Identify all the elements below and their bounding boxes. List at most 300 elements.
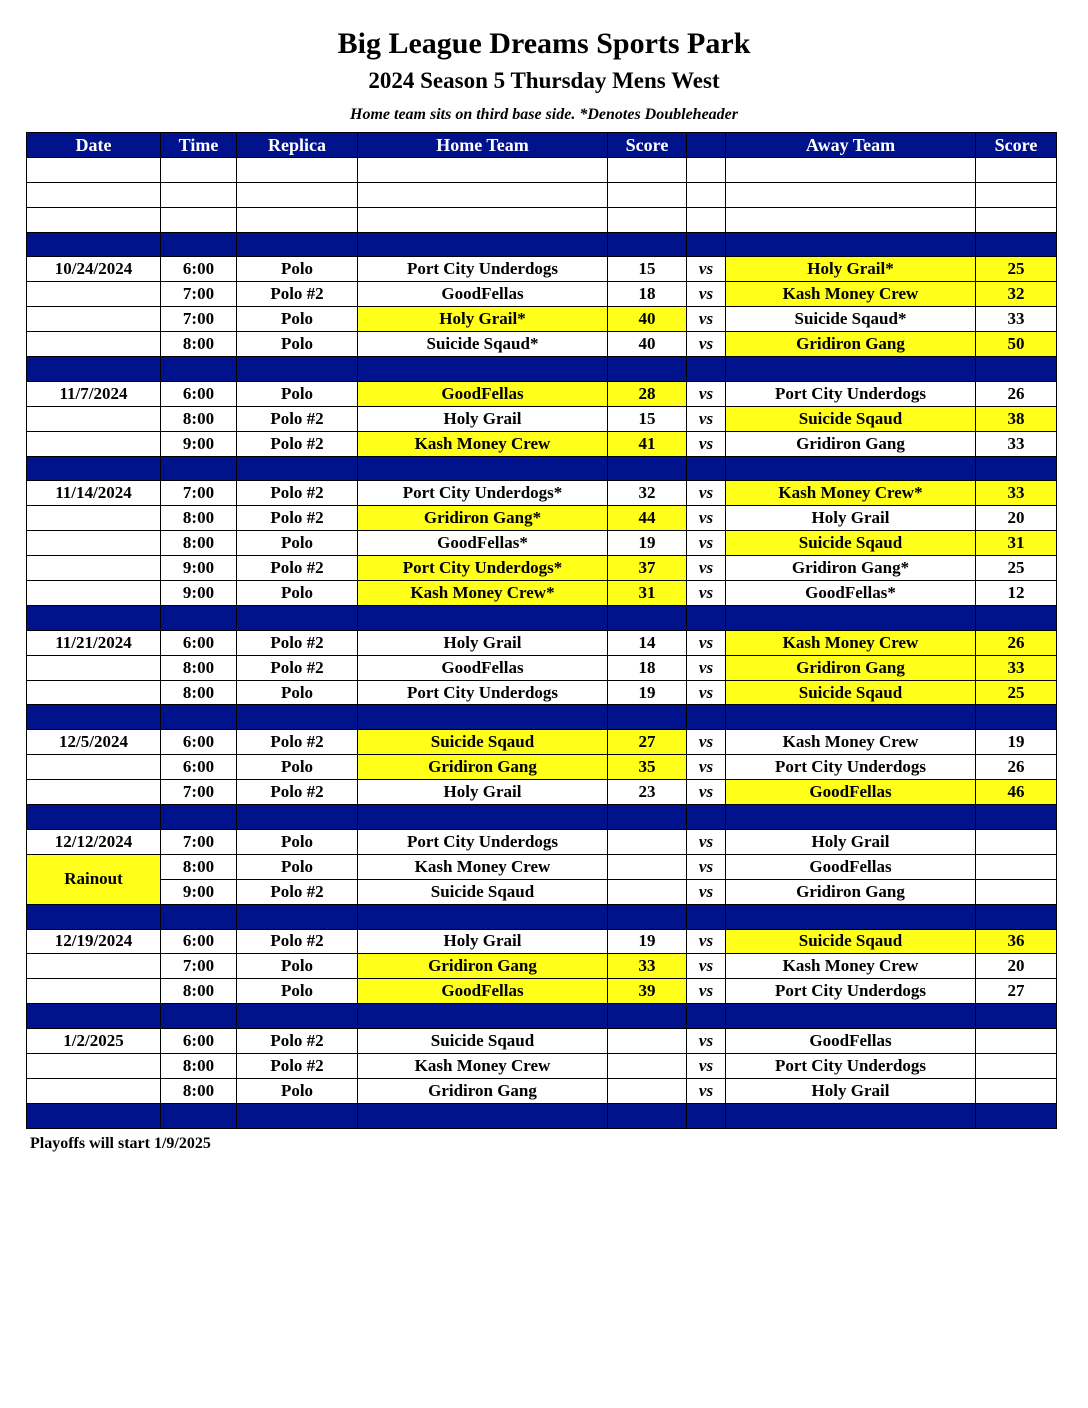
away-score-cell: 33 xyxy=(976,431,1057,456)
separator-cell xyxy=(358,805,608,830)
away-team-cell: Holy Grail xyxy=(726,1078,976,1103)
vs-cell: vs xyxy=(687,1078,726,1103)
separator-row xyxy=(27,357,1057,382)
away-score-cell: 19 xyxy=(976,730,1057,755)
date-cell xyxy=(27,979,161,1004)
home-score-cell: 28 xyxy=(608,381,687,406)
away-team-cell: Port City Underdogs xyxy=(726,755,976,780)
time-cell: 7:00 xyxy=(161,481,237,506)
vs-cell: vs xyxy=(687,929,726,954)
home-score-cell: 37 xyxy=(608,556,687,581)
separator-cell xyxy=(726,1103,976,1128)
replica-cell: Polo xyxy=(237,257,358,282)
separator-cell xyxy=(358,1004,608,1029)
away-score-cell: 26 xyxy=(976,755,1057,780)
separator-cell xyxy=(161,605,237,630)
home-team-cell: GoodFellas xyxy=(358,381,608,406)
home-score-cell: 40 xyxy=(608,307,687,332)
date-cell: 12/5/2024 xyxy=(27,730,161,755)
replica-cell: Polo xyxy=(237,332,358,357)
season-subtitle: 2024 Season 5 Thursday Mens West xyxy=(368,68,720,93)
away-team-cell: GoodFellas xyxy=(726,1029,976,1054)
blank-cell xyxy=(976,207,1057,232)
away-score-cell: 33 xyxy=(976,655,1057,680)
away-team-cell: Suicide Sqaud* xyxy=(726,307,976,332)
game-row xyxy=(27,854,1057,879)
home-score-cell: 27 xyxy=(608,730,687,755)
time-cell: 6:00 xyxy=(161,1029,237,1054)
away-score-cell xyxy=(976,829,1057,854)
game-row xyxy=(27,531,1057,556)
replica-cell: Polo #2 xyxy=(237,1053,358,1078)
away-score-cell xyxy=(976,879,1057,904)
vs-cell: vs xyxy=(687,506,726,531)
separator-cell xyxy=(976,1103,1057,1128)
separator-cell xyxy=(608,357,687,382)
home-score-cell: 23 xyxy=(608,780,687,805)
separator-cell xyxy=(161,904,237,929)
replica-cell: Polo #2 xyxy=(237,506,358,531)
away-score-cell: 12 xyxy=(976,581,1057,606)
date-cell: 11/21/2024 xyxy=(27,630,161,655)
separator-cell xyxy=(976,456,1057,481)
date-cell xyxy=(27,655,161,680)
home-team-cell: Holy Grail xyxy=(358,780,608,805)
away-score-cell xyxy=(976,1078,1057,1103)
time-cell: 6:00 xyxy=(161,630,237,655)
home-team-cell: Suicide Sqaud xyxy=(358,879,608,904)
away-score-cell: 26 xyxy=(976,630,1057,655)
separator-cell xyxy=(608,232,687,257)
separator-row xyxy=(27,605,1057,630)
away-score-cell: 27 xyxy=(976,979,1057,1004)
away-score-cell xyxy=(976,1029,1057,1054)
date-cell xyxy=(27,581,161,606)
separator-row xyxy=(27,705,1057,730)
date-cell xyxy=(27,755,161,780)
separator-row xyxy=(27,232,1057,257)
separator-cell xyxy=(726,805,976,830)
separator-cell xyxy=(358,232,608,257)
date-cell xyxy=(27,954,161,979)
separator-cell xyxy=(976,1004,1057,1029)
vs-cell: vs xyxy=(687,854,726,879)
game-row xyxy=(27,655,1057,680)
playoffs-note: Playoffs will start 1/9/2025 xyxy=(30,1135,211,1152)
time-cell: 7:00 xyxy=(161,780,237,805)
home-score-cell: 31 xyxy=(608,581,687,606)
separator-cell xyxy=(27,232,161,257)
away-team-cell: Suicide Sqaud xyxy=(726,406,976,431)
separator-cell xyxy=(161,357,237,382)
replica-cell: Polo #2 xyxy=(237,929,358,954)
separator-cell xyxy=(687,605,726,630)
col-home-team: Home Team xyxy=(358,133,608,158)
separator-cell xyxy=(161,1103,237,1128)
vs-cell: vs xyxy=(687,879,726,904)
vs-cell: vs xyxy=(687,581,726,606)
home-team-cell: Gridiron Gang xyxy=(358,755,608,780)
separator-cell xyxy=(726,357,976,382)
away-team-cell: Holy Grail* xyxy=(726,257,976,282)
home-team-cell: Port City Underdogs* xyxy=(358,481,608,506)
blank-cell xyxy=(976,182,1057,207)
separator-cell xyxy=(608,904,687,929)
replica-cell: Polo xyxy=(237,829,358,854)
date-cell xyxy=(27,1053,161,1078)
away-team-cell: Suicide Sqaud xyxy=(726,531,976,556)
away-score-cell: 26 xyxy=(976,381,1057,406)
home-team-cell: GoodFellas* xyxy=(358,531,608,556)
separator-row xyxy=(27,1004,1057,1029)
separator-cell xyxy=(687,705,726,730)
separator-cell xyxy=(27,705,161,730)
home-score-cell: 18 xyxy=(608,655,687,680)
away-team-cell: Gridiron Gang xyxy=(726,332,976,357)
home-team-cell: Holy Grail xyxy=(358,406,608,431)
date-cell xyxy=(27,680,161,705)
game-row xyxy=(27,929,1057,954)
replica-cell: Polo #2 xyxy=(237,730,358,755)
game-row xyxy=(27,506,1057,531)
date-cell xyxy=(27,531,161,556)
game-row xyxy=(27,879,1057,904)
separator-cell xyxy=(27,1103,161,1128)
replica-cell: Polo xyxy=(237,954,358,979)
game-row xyxy=(27,282,1057,307)
time-cell: 9:00 xyxy=(161,581,237,606)
separator-cell xyxy=(27,357,161,382)
time-cell: 8:00 xyxy=(161,1053,237,1078)
game-row xyxy=(27,730,1057,755)
page-title: Big League Dreams Sports Park xyxy=(337,27,751,60)
blank-cell xyxy=(608,182,687,207)
date-cell: 10/24/2024 xyxy=(27,257,161,282)
home-score-cell: 19 xyxy=(608,531,687,556)
separator-cell xyxy=(161,805,237,830)
separator-row xyxy=(27,456,1057,481)
time-cell: 8:00 xyxy=(161,406,237,431)
home-team-cell: GoodFellas xyxy=(358,979,608,1004)
blank-cell xyxy=(726,157,976,182)
blank-row xyxy=(27,157,1057,182)
separator-row xyxy=(27,805,1057,830)
col-time: Time xyxy=(161,133,237,158)
date-cell xyxy=(27,282,161,307)
vs-cell: vs xyxy=(687,630,726,655)
blank-cell xyxy=(161,207,237,232)
separator-cell xyxy=(237,456,358,481)
game-row xyxy=(27,556,1057,581)
home-team-cell: Holy Grail xyxy=(358,929,608,954)
blank-row xyxy=(27,182,1057,207)
time-cell: 7:00 xyxy=(161,307,237,332)
game-row xyxy=(27,1078,1057,1103)
replica-cell: Polo #2 xyxy=(237,431,358,456)
separator-cell xyxy=(27,805,161,830)
replica-cell: Polo #2 xyxy=(237,655,358,680)
away-team-cell: Suicide Sqaud xyxy=(726,680,976,705)
date-cell xyxy=(27,307,161,332)
away-team-cell: GoodFellas xyxy=(726,780,976,805)
separator-cell xyxy=(237,605,358,630)
time-cell: 9:00 xyxy=(161,879,237,904)
away-score-cell: 33 xyxy=(976,481,1057,506)
away-team-cell: Gridiron Gang xyxy=(726,879,976,904)
date-cell: 12/19/2024 xyxy=(27,929,161,954)
vs-cell: vs xyxy=(687,556,726,581)
separator-cell xyxy=(687,805,726,830)
game-row xyxy=(27,954,1057,979)
time-cell: 6:00 xyxy=(161,381,237,406)
away-team-cell: GoodFellas* xyxy=(726,581,976,606)
replica-cell: Polo xyxy=(237,979,358,1004)
replica-cell: Polo xyxy=(237,531,358,556)
header-row xyxy=(27,133,1057,158)
away-team-cell: Kash Money Crew xyxy=(726,730,976,755)
home-score-cell: 35 xyxy=(608,755,687,780)
blank-cell xyxy=(161,157,237,182)
separator-cell xyxy=(976,805,1057,830)
away-team-cell: Port City Underdogs xyxy=(726,1053,976,1078)
separator-cell xyxy=(608,1103,687,1128)
separator-cell xyxy=(237,705,358,730)
home-team-cell: Gridiron Gang* xyxy=(358,506,608,531)
blank-cell xyxy=(161,182,237,207)
home-team-cell: Port City Underdogs xyxy=(358,257,608,282)
away-score-cell: 33 xyxy=(976,307,1057,332)
col-vs xyxy=(687,133,726,158)
home-team-cell: Holy Grail* xyxy=(358,307,608,332)
schedule-body xyxy=(27,157,1057,1128)
home-score-cell: 19 xyxy=(608,680,687,705)
date-cell xyxy=(27,431,161,456)
time-cell: 8:00 xyxy=(161,332,237,357)
separator-cell xyxy=(358,705,608,730)
vs-cell: vs xyxy=(687,406,726,431)
away-team-cell: Gridiron Gang xyxy=(726,431,976,456)
replica-cell: Polo xyxy=(237,854,358,879)
blank-cell xyxy=(608,157,687,182)
date-cell: 1/2/2025 xyxy=(27,1029,161,1054)
home-score-cell xyxy=(608,1078,687,1103)
away-score-cell: 25 xyxy=(976,257,1057,282)
away-team-cell: Kash Money Crew xyxy=(726,954,976,979)
vs-cell: vs xyxy=(687,282,726,307)
away-team-cell: Suicide Sqaud xyxy=(726,929,976,954)
replica-cell: Polo #2 xyxy=(237,1029,358,1054)
away-score-cell xyxy=(976,1053,1057,1078)
game-row xyxy=(27,680,1057,705)
time-cell: 8:00 xyxy=(161,506,237,531)
away-team-cell: GoodFellas xyxy=(726,854,976,879)
game-row xyxy=(27,381,1057,406)
col-away-team: Away Team xyxy=(726,133,976,158)
game-row xyxy=(27,581,1057,606)
date-cell xyxy=(27,780,161,805)
game-row xyxy=(27,431,1057,456)
separator-cell xyxy=(687,904,726,929)
away-team-cell: Port City Underdogs xyxy=(726,979,976,1004)
away-score-cell: 20 xyxy=(976,506,1057,531)
time-cell: 8:00 xyxy=(161,655,237,680)
blank-cell xyxy=(608,207,687,232)
time-cell: 9:00 xyxy=(161,556,237,581)
replica-cell: Polo #2 xyxy=(237,879,358,904)
vs-cell: vs xyxy=(687,332,726,357)
separator-cell xyxy=(608,1004,687,1029)
away-score-cell: 25 xyxy=(976,680,1057,705)
separator-cell xyxy=(726,232,976,257)
home-score-cell: 14 xyxy=(608,630,687,655)
separator-cell xyxy=(237,904,358,929)
vs-cell: vs xyxy=(687,531,726,556)
vs-cell: vs xyxy=(687,655,726,680)
blank-cell xyxy=(726,182,976,207)
blank-cell xyxy=(687,182,726,207)
away-team-cell: Kash Money Crew* xyxy=(726,481,976,506)
separator-cell xyxy=(27,605,161,630)
game-row xyxy=(27,481,1057,506)
home-score-cell xyxy=(608,829,687,854)
home-team-note: Home team sits on third base side. *Denotes Doubleheader xyxy=(350,106,738,123)
vs-cell: vs xyxy=(687,780,726,805)
separator-cell xyxy=(608,805,687,830)
separator-cell xyxy=(237,357,358,382)
away-score-cell xyxy=(976,854,1057,879)
time-cell: 9:00 xyxy=(161,431,237,456)
vs-cell: vs xyxy=(687,381,726,406)
blank-cell xyxy=(358,182,608,207)
vs-cell: vs xyxy=(687,1053,726,1078)
away-team-cell: Holy Grail xyxy=(726,506,976,531)
home-score-cell xyxy=(608,1053,687,1078)
separator-cell xyxy=(237,1004,358,1029)
replica-cell: Polo xyxy=(237,381,358,406)
vs-cell: vs xyxy=(687,1029,726,1054)
separator-cell xyxy=(608,705,687,730)
blank-row xyxy=(27,207,1057,232)
replica-cell: Polo #2 xyxy=(237,780,358,805)
game-row xyxy=(27,780,1057,805)
blank-cell xyxy=(27,157,161,182)
separator-cell xyxy=(27,904,161,929)
blank-cell xyxy=(27,182,161,207)
time-cell: 6:00 xyxy=(161,730,237,755)
game-row xyxy=(27,257,1057,282)
replica-cell: Polo #2 xyxy=(237,481,358,506)
game-row xyxy=(27,829,1057,854)
vs-cell: vs xyxy=(687,829,726,854)
time-cell: 7:00 xyxy=(161,282,237,307)
separator-cell xyxy=(358,357,608,382)
separator-cell xyxy=(687,1103,726,1128)
home-score-cell: 40 xyxy=(608,332,687,357)
game-row xyxy=(27,307,1057,332)
time-cell: 7:00 xyxy=(161,954,237,979)
separator-cell xyxy=(358,1103,608,1128)
time-cell: 6:00 xyxy=(161,929,237,954)
home-team-cell: Port City Underdogs xyxy=(358,829,608,854)
home-team-cell: Suicide Sqaud xyxy=(358,730,608,755)
vs-cell: vs xyxy=(687,755,726,780)
date-cell xyxy=(27,556,161,581)
game-row xyxy=(27,1053,1057,1078)
home-team-cell: Port City Underdogs* xyxy=(358,556,608,581)
home-team-cell: Gridiron Gang xyxy=(358,954,608,979)
date-cell xyxy=(27,506,161,531)
game-row xyxy=(27,755,1057,780)
separator-cell xyxy=(976,357,1057,382)
away-score-cell: 50 xyxy=(976,332,1057,357)
time-cell: 8:00 xyxy=(161,1078,237,1103)
separator-cell xyxy=(237,232,358,257)
home-score-cell: 18 xyxy=(608,282,687,307)
separator-cell xyxy=(726,904,976,929)
separator-cell xyxy=(358,456,608,481)
vs-cell: vs xyxy=(687,680,726,705)
separator-cell xyxy=(976,705,1057,730)
date-cell xyxy=(27,406,161,431)
blank-cell xyxy=(237,157,358,182)
separator-cell xyxy=(976,904,1057,929)
blank-cell xyxy=(358,157,608,182)
separator-cell xyxy=(687,456,726,481)
home-team-cell: Kash Money Crew xyxy=(358,854,608,879)
time-cell: 8:00 xyxy=(161,979,237,1004)
away-team-cell: Holy Grail xyxy=(726,829,976,854)
separator-cell xyxy=(237,1103,358,1128)
blank-cell xyxy=(237,182,358,207)
game-row xyxy=(27,332,1057,357)
separator-row xyxy=(27,904,1057,929)
separator-cell xyxy=(687,1004,726,1029)
blank-cell xyxy=(27,207,161,232)
replica-cell: Polo #2 xyxy=(237,282,358,307)
col-date: Date xyxy=(27,133,161,158)
away-score-cell: 20 xyxy=(976,954,1057,979)
home-team-cell: GoodFellas xyxy=(358,282,608,307)
home-team-cell: Suicide Sqaud* xyxy=(358,332,608,357)
away-score-cell: 32 xyxy=(976,282,1057,307)
home-score-cell: 15 xyxy=(608,257,687,282)
home-score-cell xyxy=(608,854,687,879)
vs-cell: vs xyxy=(687,481,726,506)
game-row xyxy=(27,979,1057,1004)
separator-cell xyxy=(608,456,687,481)
home-team-cell: Kash Money Crew* xyxy=(358,581,608,606)
time-cell: 7:00 xyxy=(161,829,237,854)
separator-cell xyxy=(687,232,726,257)
home-team-cell: Suicide Sqaud xyxy=(358,1029,608,1054)
away-team-cell: Kash Money Crew xyxy=(726,282,976,307)
date-cell: 11/14/2024 xyxy=(27,481,161,506)
replica-cell: Polo xyxy=(237,680,358,705)
home-score-cell: 41 xyxy=(608,431,687,456)
separator-cell xyxy=(726,456,976,481)
separator-cell xyxy=(726,605,976,630)
home-team-cell: Kash Money Crew xyxy=(358,431,608,456)
replica-cell: Polo #2 xyxy=(237,630,358,655)
away-team-cell: Gridiron Gang* xyxy=(726,556,976,581)
blank-cell xyxy=(237,207,358,232)
col-away-score: Score xyxy=(976,133,1057,158)
blank-cell xyxy=(358,207,608,232)
separator-cell xyxy=(726,705,976,730)
home-team-cell: Port City Underdogs xyxy=(358,680,608,705)
date-cell: 12/12/2024 xyxy=(27,829,161,854)
separator-cell xyxy=(358,904,608,929)
